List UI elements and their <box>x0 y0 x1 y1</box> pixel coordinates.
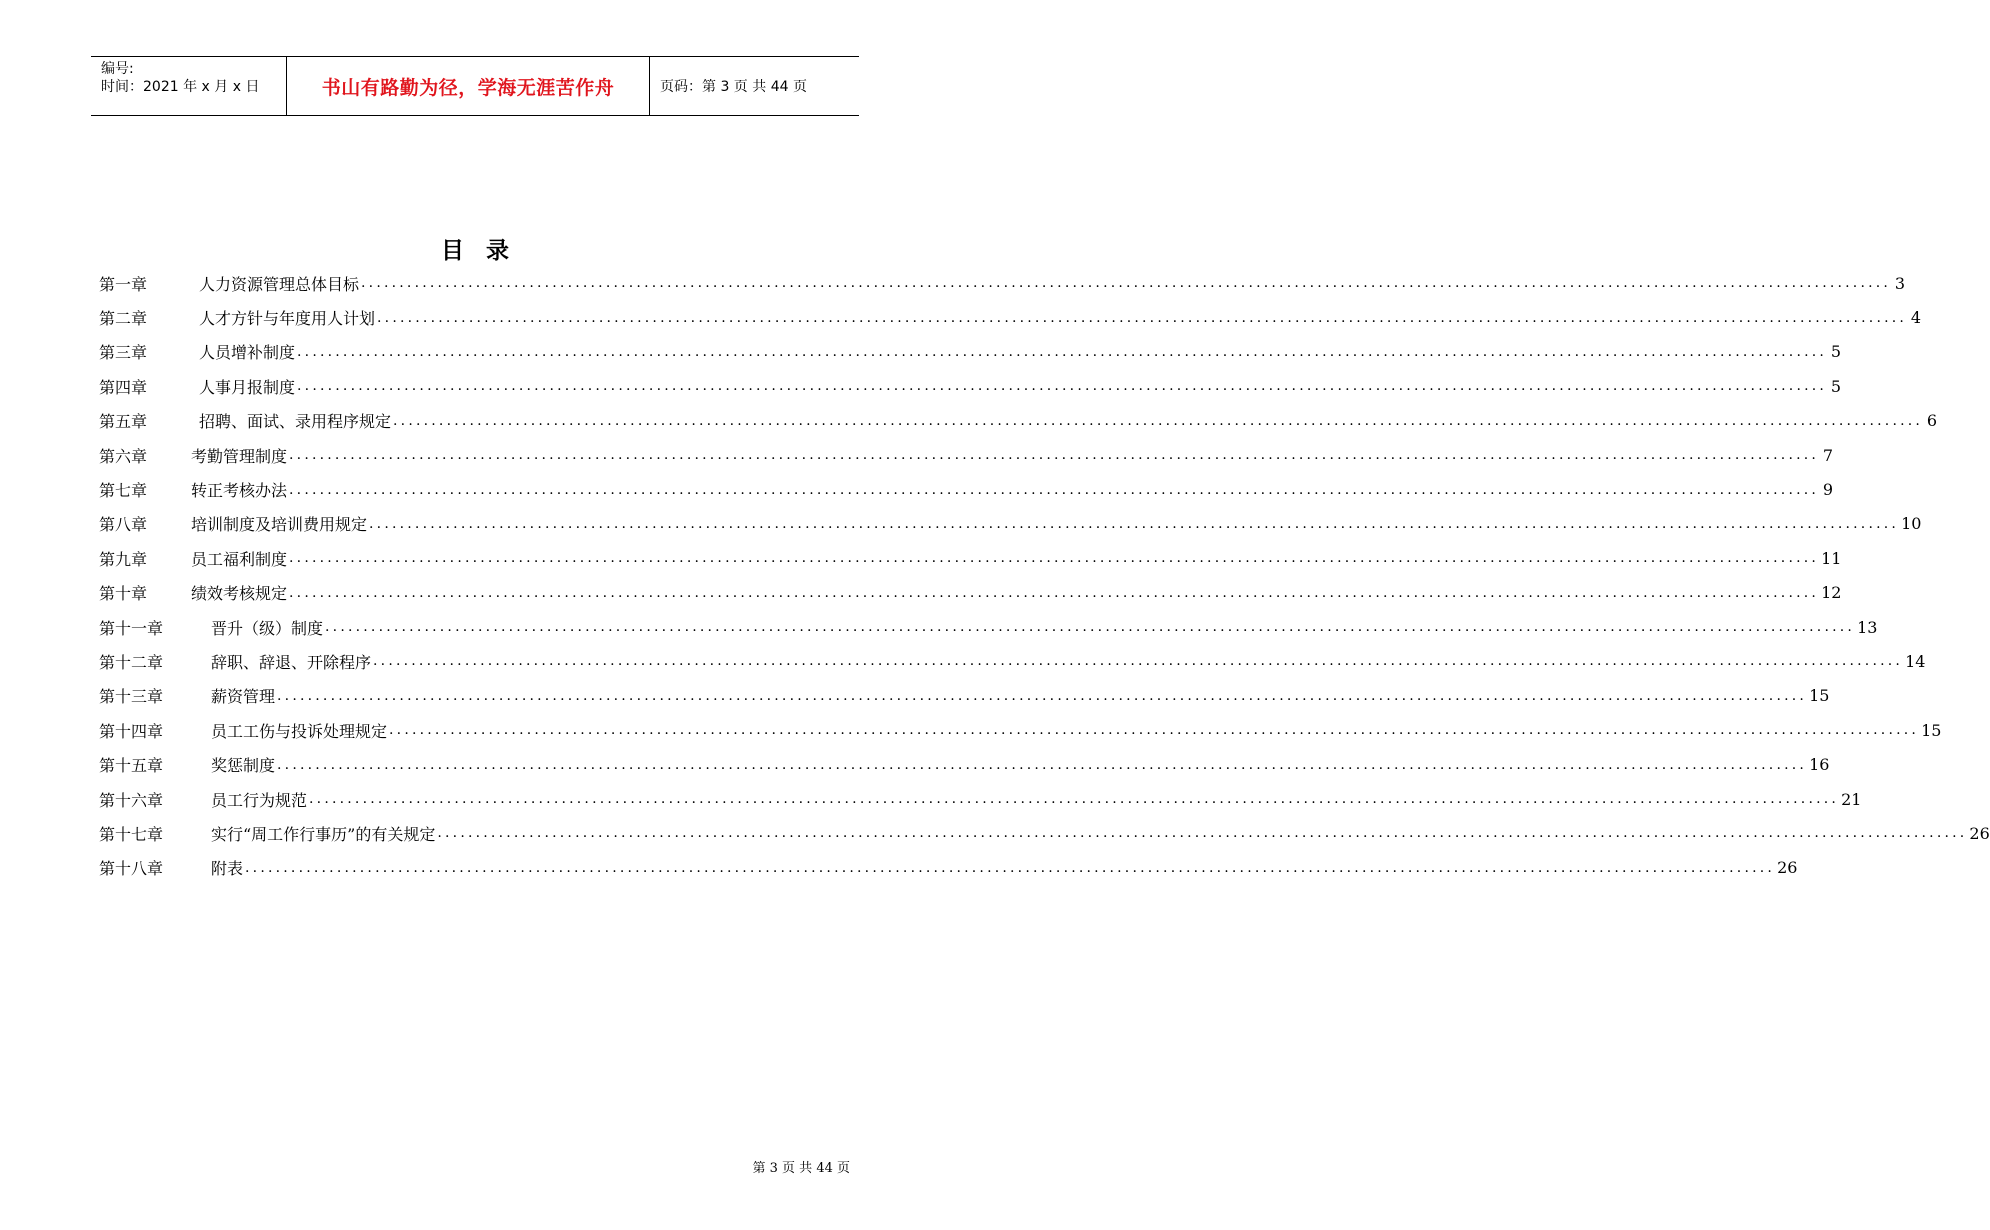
toc-chapter-number: 第七章 <box>99 481 148 501</box>
toc-entry-title: 奖惩制度 <box>211 756 276 776</box>
toc-entry[interactable] <box>99 644 1926 678</box>
toc-page-number: 26 <box>1969 823 1990 843</box>
toc-chapter-number: 第八章 <box>99 515 148 535</box>
toc-entry-title: 员工行为规范 <box>211 790 308 810</box>
toc-leader-dots: ........................................................................................................................................................................................................ <box>289 584 1820 601</box>
toc-leader-dots: ........................................................................................................................................................................................................ <box>389 722 1920 739</box>
toc-leader-dots: ........................................................................................................................................................................................................ <box>289 550 1820 567</box>
toc-leader-dots: ........................................................................................................................................................................................................ <box>297 378 1828 395</box>
toc-entry[interactable] <box>99 404 1938 438</box>
toc-page-number: 5 <box>1830 342 1842 362</box>
table-of-contents <box>99 266 1990 885</box>
toc-entry-title: 员工工伤与投诉处理规定 <box>211 721 388 741</box>
toc-leader-dots: ........................................................................................................................................................................................................ <box>437 825 1968 842</box>
toc-chapter-number: 第九章 <box>99 549 148 569</box>
toc-page-number: 4 <box>1910 308 1922 328</box>
toc-chapter-number: 第十四章 <box>99 721 164 741</box>
number-label: 编号: <box>101 61 134 77</box>
toc-chapter-number: 第六章 <box>99 446 148 466</box>
toc-entry-title: 绩效考核规定 <box>191 584 288 604</box>
toc-entry-title: 考勤管理制度 <box>191 446 288 466</box>
toc-entry-title: 辞职、辞退、开除程序 <box>211 652 372 672</box>
toc-entry-title: 实行“周工作行事历”的有关规定 <box>211 824 436 844</box>
toc-page-number: 5 <box>1830 376 1842 396</box>
toc-entry-title: 人事月报制度 <box>199 377 296 397</box>
toc-entry[interactable] <box>99 472 1834 506</box>
toc-leader-dots: ........................................................................................................................................................................................................ <box>309 791 1840 808</box>
toc-chapter-number: 第十七章 <box>99 824 164 844</box>
toc-page-number: 26 <box>1777 858 1798 878</box>
toc-entry[interactable] <box>99 679 1830 713</box>
header-motto: 书山有路勤为径，学海无涯苦作舟 <box>287 57 650 115</box>
toc-entry-title: 员工福利制度 <box>191 549 288 569</box>
page-footer: 第 3 页 共 44 页 <box>752 1161 850 1176</box>
page-header <box>91 56 859 116</box>
toc-chapter-number: 第四章 <box>99 377 148 397</box>
toc-page-number: 13 <box>1857 617 1878 637</box>
toc-entry[interactable] <box>99 713 1942 747</box>
toc-entry[interactable] <box>99 541 1842 575</box>
toc-chapter-number: 第十六章 <box>99 790 164 810</box>
toc-page-number: 9 <box>1822 480 1834 500</box>
toc-entry-title: 招聘、面试、录用程序规定 <box>199 412 392 432</box>
toc-entry[interactable] <box>99 782 1862 816</box>
toc-chapter-number: 第十三章 <box>99 687 164 707</box>
toc-title: 目录 <box>441 238 531 264</box>
toc-entry[interactable] <box>99 438 1834 472</box>
toc-leader-dots: ........................................................................................................................................................................................................ <box>245 859 1776 876</box>
toc-chapter-number: 第十一章 <box>99 618 164 638</box>
toc-entry[interactable] <box>99 816 1990 850</box>
toc-entry-title: 转正考核办法 <box>191 481 288 501</box>
toc-page-number: 21 <box>1841 789 1862 809</box>
toc-leader-dots: ........................................................................................................................................................................................................ <box>361 275 1892 292</box>
toc-entry-title: 薪资管理 <box>211 687 276 707</box>
time-label: 时间：2021 年 x 月 x 日 <box>101 79 260 95</box>
toc-entry-title: 人员增补制度 <box>199 343 296 363</box>
toc-chapter-number: 第二章 <box>99 309 148 329</box>
toc-page-number: 7 <box>1822 445 1834 465</box>
toc-leader-dots: ........................................................................................................................................................................................................ <box>289 447 1820 464</box>
toc-entry-title: 人才方针与年度用人计划 <box>199 309 376 329</box>
toc-entry-title: 人力资源管理总体目标 <box>199 274 360 294</box>
toc-page-number: 12 <box>1821 583 1842 603</box>
toc-chapter-number: 第十八章 <box>99 859 164 879</box>
header-meta <box>91 57 287 115</box>
toc-leader-dots: ........................................................................................................................................................................................................ <box>393 412 1924 429</box>
toc-page-number: 16 <box>1809 755 1830 775</box>
toc-entry-title: 附表 <box>211 859 244 879</box>
toc-entry[interactable] <box>99 369 1842 403</box>
toc-entry[interactable] <box>99 507 1922 541</box>
toc-chapter-number: 第十章 <box>99 584 148 604</box>
toc-leader-dots: ........................................................................................................................................................................................................ <box>277 687 1808 704</box>
toc-entry[interactable] <box>99 266 1906 300</box>
toc-entry[interactable] <box>99 576 1842 610</box>
toc-page-number: 15 <box>1921 720 1942 740</box>
header-page-info: 页码：第 3 页 共 44 页 <box>660 79 807 95</box>
toc-page-number: 14 <box>1905 651 1926 671</box>
toc-entry[interactable] <box>99 747 1830 781</box>
toc-leader-dots: ........................................................................................................................................................................................................ <box>325 619 1856 636</box>
toc-chapter-number: 第三章 <box>99 343 148 363</box>
toc-entry[interactable] <box>99 335 1842 369</box>
toc-leader-dots: ........................................................................................................................................................................................................ <box>277 756 1808 773</box>
toc-chapter-number: 第一章 <box>99 274 148 294</box>
toc-entry-title: 培训制度及培训费用规定 <box>191 515 368 535</box>
toc-page-number: 11 <box>1821 548 1842 568</box>
toc-leader-dots: ........................................................................................................................................................................................................ <box>373 653 1904 670</box>
toc-entry[interactable] <box>99 851 1798 885</box>
toc-chapter-number: 第十五章 <box>99 756 164 776</box>
toc-entry[interactable] <box>99 610 1878 644</box>
toc-page-number: 3 <box>1894 273 1906 293</box>
toc-page-number: 6 <box>1926 411 1938 431</box>
toc-leader-dots: ........................................................................................................................................................................................................ <box>369 515 1900 532</box>
toc-leader-dots: ........................................................................................................................................................................................................ <box>377 309 1908 326</box>
toc-page-number: 10 <box>1901 514 1922 534</box>
toc-entry-title: 晋升（级）制度 <box>211 618 324 638</box>
toc-leader-dots: ........................................................................................................................................................................................................ <box>289 481 1820 498</box>
toc-leader-dots: ........................................................................................................................................................................................................ <box>297 343 1828 360</box>
toc-chapter-number: 第五章 <box>99 412 148 432</box>
toc-entry[interactable] <box>99 300 1922 334</box>
toc-page-number: 15 <box>1809 686 1830 706</box>
toc-chapter-number: 第十二章 <box>99 652 164 672</box>
